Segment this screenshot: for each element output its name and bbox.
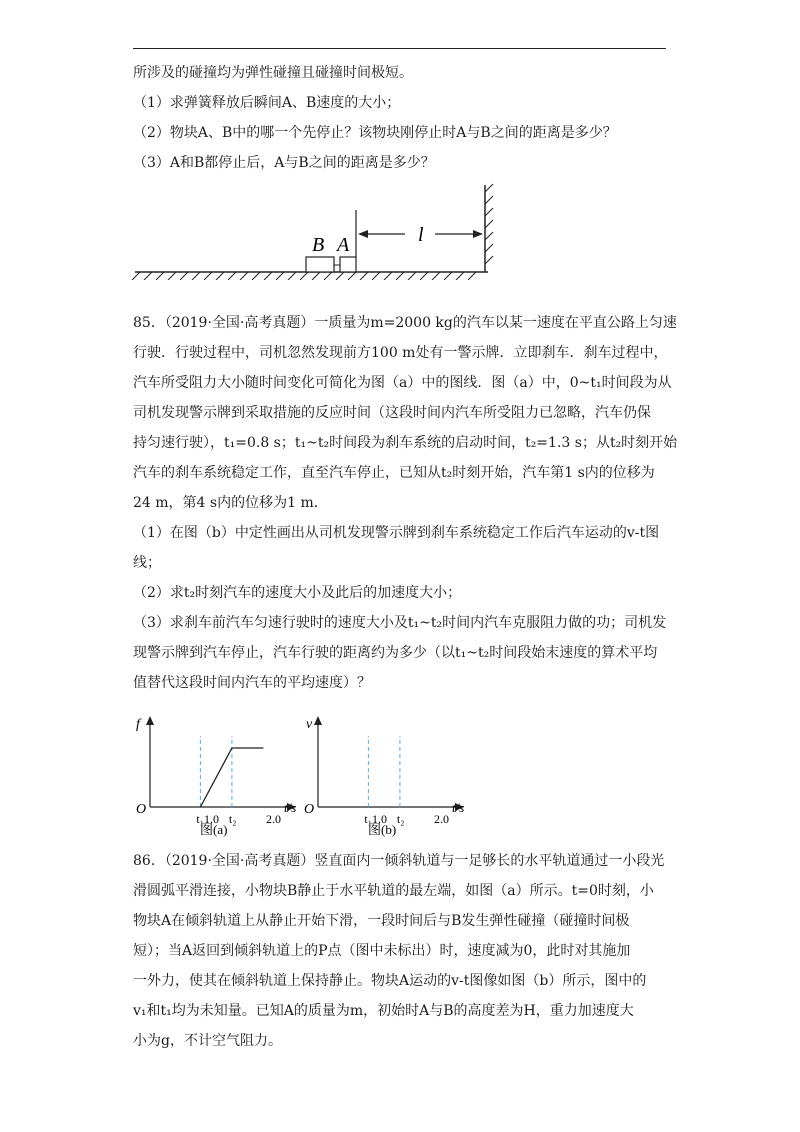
text-line: 司机发现警示牌到采取措施的反应时间（这段时间内汽车所受阻力已忽略，汽车仍保 <box>133 405 651 421</box>
graph-b-ylabel: v <box>306 717 313 732</box>
text-line: （1）求弹簧释放后瞬间A、B速度的大小； <box>133 95 401 111</box>
graph-b-tick-t1: t₁ <box>364 812 372 826</box>
graph-a-xlabel: t/s <box>284 800 297 815</box>
arrowhead-left <box>358 230 368 238</box>
text-line: 一外力，使其在倾斜轨道上保持静止。物块A运动的v-t图像如图（b）所示，图中的 <box>133 973 647 989</box>
header-rule <box>133 48 666 49</box>
text-line: （2）物块A、B中的哪一个先停止？该物块刚停止时A与B之间的距离是多少？ <box>133 125 617 141</box>
block-b <box>306 257 334 272</box>
text-line: 小为g，不计空气阻力。 <box>133 1033 282 1049</box>
text-line: v₁和t₁均为未知量。已知A的质量为m，初始时A与B的高度差为H，重力加速度大 <box>133 1003 634 1019</box>
text-line: 汽车的刹车系统稳定工作，直至汽车停止，已知从t₂时刻开始，汽车第1 s内的位移为 <box>133 465 655 481</box>
text-line: 85．（2019·全国·高考真题）一质量为m=2000 kg的汽车以某一速度在平直公路上匀速 <box>133 315 677 331</box>
text-line: 所涉及的碰撞均为弹性碰撞且碰撞时间极短。 <box>133 65 413 81</box>
graph-b-origin: O <box>304 802 315 817</box>
text-line: 现警示牌到汽车停止，汽车行驶的距离约为多少（以t₁~t₂时间段始末速度的算术平均 <box>133 645 658 661</box>
text-line: 值替代这段时间内汽车的平均速度）？ <box>133 675 371 691</box>
text-line: 线； <box>133 555 161 571</box>
graph-b-xlabel: t/s <box>452 800 465 815</box>
text-line: （3）求刹车前汽车匀速行驶时的速度大小及t₁~t₂时间内汽车克服阻力做的功；司机发 <box>133 615 667 631</box>
graph-b-tick-1: 1.0 <box>372 812 387 826</box>
graph-a-title: 图(a) <box>200 822 228 837</box>
text-line: 86．（2019·全国·高考真题）竖直面内一倾斜轨道与一足够长的水平轨道通过一小段光 <box>133 853 665 869</box>
text-line: （1）在图（b）中定性画出从司机发现警示牌到刹车系统稳定工作后汽车运动的v-t图 <box>133 525 660 541</box>
q85-text <box>133 308 678 698</box>
graph-a-tick-t2: t₂ <box>228 812 237 826</box>
text-line: 物块A在倾斜轨道上从静止开始下滑，一段时间后与B发生弹性碰撞（碰撞时间极 <box>133 913 630 929</box>
graph-a-y-arrow <box>146 716 154 725</box>
label-b: B <box>312 234 325 256</box>
label-a: A <box>337 234 350 256</box>
q84-text <box>133 58 673 178</box>
text-line: 汽车所受阻力大小随时间变化可简化为图（a）中的图线．图（a）中，0~t₁时间段为从 <box>133 375 672 391</box>
text-line: 24 m，第4 s内的位移为1 m． <box>133 495 328 511</box>
text-line: （2）求t₂时刻汽车的速度大小及此后的加速度大小； <box>133 585 462 601</box>
graph-a-tick-2: 2.0 <box>266 812 281 826</box>
graph-b-y-arrow <box>314 716 322 725</box>
graph-b-title: 图(b) <box>368 822 397 837</box>
graph-a-tick-1: 1.0 <box>204 812 219 826</box>
q85-graphs <box>130 712 490 842</box>
text-line: （3）A和B都停止后，A与B之间的距离是多少？ <box>133 155 435 171</box>
q84-figure <box>130 180 510 280</box>
q86-text <box>133 846 673 1056</box>
arrowhead-right <box>473 230 483 238</box>
block-a <box>340 257 356 272</box>
graph-a-tick-t1: t₁ <box>196 812 204 826</box>
text-line: 滑圆弧平滑连接，小物块B静止于水平轨道的最左端，如图（a）所示。t=0时刻，小 <box>133 883 654 899</box>
text-line: 短）；当A返回到倾斜轨道上的P点（图中未标出）时，速度减为0，此时对其施加 <box>133 943 631 959</box>
text-line: 行驶．行驶过程中，司机忽然发现前方100 m处有一警示牌．立即刹车．刹车过程中， <box>133 345 668 361</box>
wall-hatching <box>485 184 493 264</box>
ground-hatching <box>132 272 476 280</box>
graph-a-origin: O <box>136 802 147 817</box>
graph-a-ylabel: f <box>136 717 140 732</box>
graph-b-tick-t2: t₂ <box>396 812 405 826</box>
label-l: l <box>418 224 424 246</box>
graph-b-tick-2: 2.0 <box>434 812 449 826</box>
text-line: 持匀速行驶），t₁=0.8 s；t₁~t₂时间段为刹车系统的启动时间，t₂=1.3 s；从t₂时刻开始 <box>133 435 678 451</box>
